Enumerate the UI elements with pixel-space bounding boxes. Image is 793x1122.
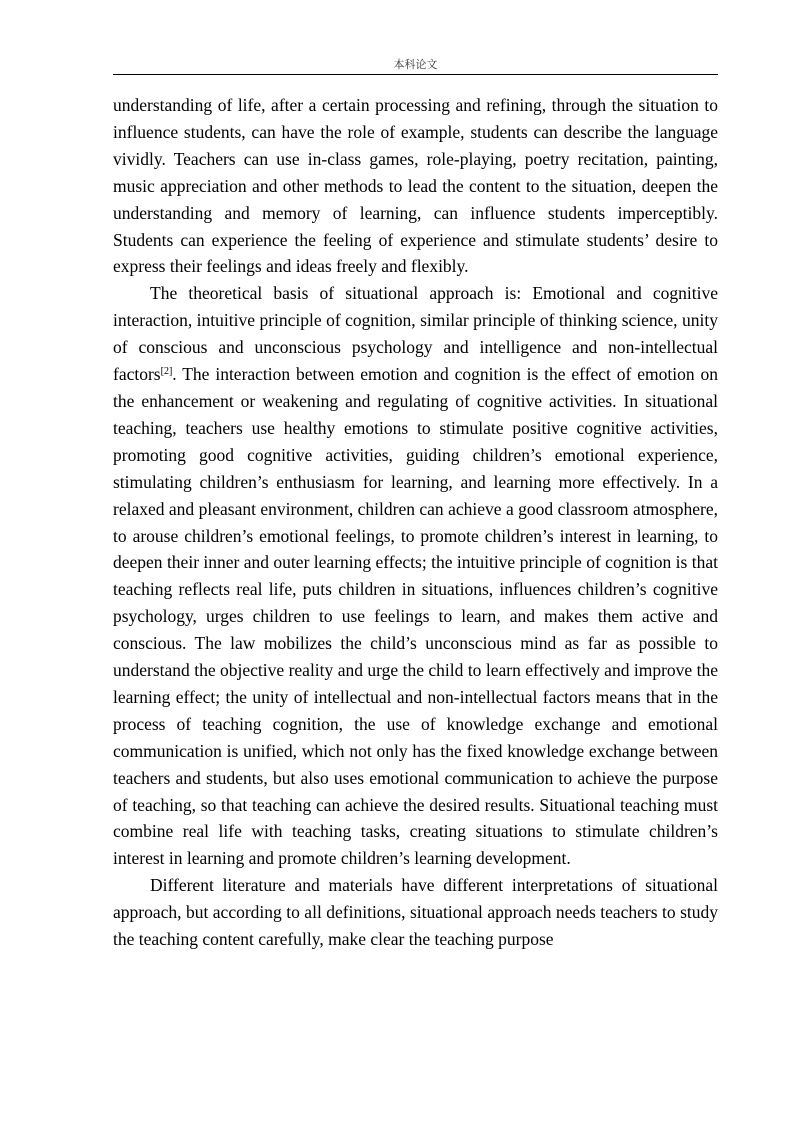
paragraph-3: Different literature and materials have different interpretations of situational approach, but according to all definitions, situational approach needs teachers to study the teaching content carefully, make clear the teaching purpose: [113, 875, 718, 950]
paragraph-2-text-before: The theoretical basis of situational approach is: Emotional and cognitive interaction, intuitive principle of cognition, similar principle of thinking science, unity of conscious and unconscious psychology and intelligence and non-intellectual factors: [113, 283, 718, 385]
paragraph-1: understanding of life, after a certain processing and refining, through the situation to influence students, can have the role of example, students can describe the language vividly. Teachers can use in-class games, role-playing, poetry recitation, painting, music appreciation and other methods to lead the content to the situation, deepen the understanding and memory of learning, can influence students imperceptibly. Students can experience the feeling of experience and stimulate students’ desire to express their feelings and ideas freely and flexibly.: [113, 95, 718, 277]
body-text: [113, 92, 718, 953]
citation-2: [2]: [160, 366, 173, 378]
paragraph-2: [113, 280, 718, 872]
header-divider: [113, 74, 718, 75]
paragraph-2-text-after: . The interaction between emotion and cognition is the effect of emotion on the enhancement or weakening and regulating of cognitive activities. In situational teaching, teachers use healthy emotions to stimulate positive cognitive activities, promoting good cognitive activities, guiding children’s emotional experience, stimulating children’s enthusiasm for learning, and learning more effectively. In a relaxed and pleasant environment, children can achieve a good classroom atmosphere, to arouse children’s emotional feelings, to promote children’s interest in learning, to deepen their inner and outer learning effects; the intuitive principle of cognition is that teaching reflects real life, puts children in situations, influences children’s cognitive psychology, urges children to use feelings to learn, and makes them active and conscious. The law mobilizes the child’s unconscious mind as far as possible to understand the objective reality and urge the child to learn effectively and improve the learning effect; the unity of intellectual and non-intellectual factors means that in the process of teaching cognition, the use of knowledge exchange and emotional communication is unified, which not only has the fixed knowledge exchange between teachers and students, but also uses emotional communication to achieve the purpose of teaching, so that teaching can achieve the desired results. Situational teaching must combine real life with teaching tasks, creating situations to stimulate children’s interest in learning and promote children’s learning development.: [113, 364, 718, 869]
running-header: 本科论文: [393, 58, 438, 71]
